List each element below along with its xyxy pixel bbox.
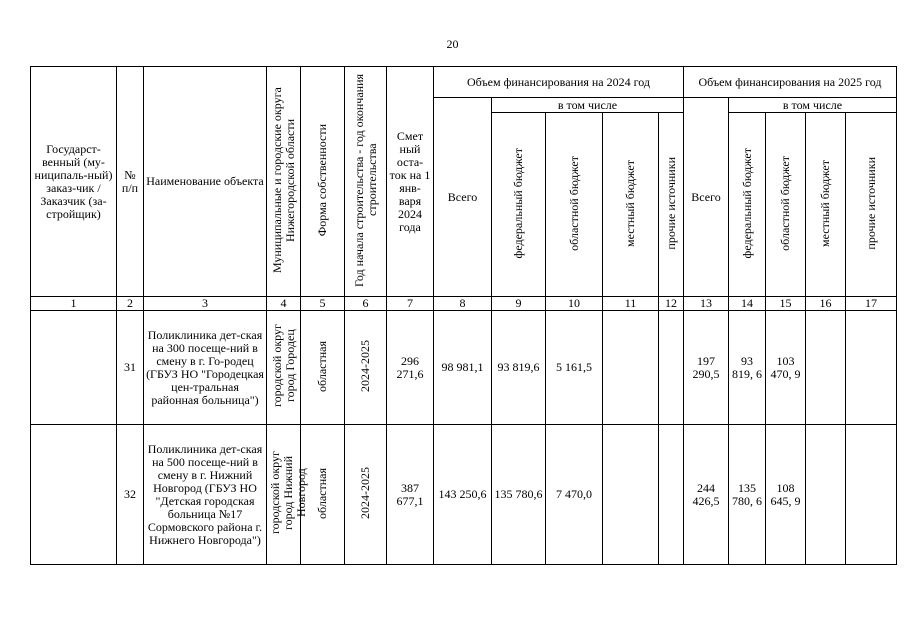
- col-num-2: 2: [117, 297, 144, 311]
- column-number-row: [31, 297, 897, 311]
- header-other-2025-text: прочие источники: [863, 156, 878, 250]
- header-federal-2024-text: федеральный бюджет: [511, 147, 525, 259]
- header-years-text: Год начала строительства - год окончания строительства: [351, 73, 379, 287]
- cell-municipality-text: городской округ город Городец: [269, 324, 297, 408]
- col-num-16: 16: [806, 297, 846, 311]
- header-municipality: [267, 67, 301, 297]
- cell-regional-2025: 103 470, 9: [766, 311, 806, 425]
- cell-balance: 387 677,1: [387, 425, 434, 565]
- col-num-7: 7: [387, 297, 434, 311]
- header-federal-2025-text: федеральный бюджет: [739, 147, 754, 259]
- cell-federal-2024: 93 819,6: [492, 311, 546, 425]
- header-federal-2024: [492, 113, 546, 297]
- col-num-10: 10: [546, 297, 603, 311]
- header-total-2024: [434, 98, 492, 297]
- header-fin-2024-text: Объем финансирования на 2024 год: [466, 74, 651, 89]
- header-num: [117, 67, 144, 297]
- cell-ownership-text: областная: [315, 467, 329, 519]
- col-num-17: 17: [846, 297, 897, 311]
- header-local-2025: [806, 113, 846, 297]
- col-num-13: 13: [684, 297, 729, 311]
- col-num-1: 1: [31, 297, 117, 311]
- col-num-5: 5: [301, 297, 345, 311]
- header-ownership: [301, 67, 345, 297]
- col-num-12: 12: [659, 297, 684, 311]
- header-total-2025: [684, 98, 729, 297]
- cell-years-text: 2024-2025: [358, 467, 372, 519]
- header-local-2025-text: местный бюджет: [818, 159, 832, 247]
- cell-regional-2025: 108 645, 9: [766, 425, 806, 565]
- header-balance: [387, 67, 434, 297]
- cell-municipality-text: городской округ город Нижний Новгород: [268, 451, 308, 535]
- header-years: [345, 67, 387, 297]
- cell-years-text: 2024-2025: [358, 340, 372, 392]
- header-fin-2025: [684, 67, 897, 98]
- cell-customer: [31, 311, 117, 425]
- page-number: 20: [446, 37, 459, 51]
- cell-ownership-text: областная: [315, 340, 329, 392]
- header-municipality-text: Муниципальные и городские округа Нижегородской области: [269, 87, 297, 273]
- cell-object-name: Поликлиника дет-ская на 300 посеще-ний в смену в г. Го-родец (ГБУЗ НО "Городецкая цен-тральная районная больница"): [144, 311, 267, 425]
- cell-local-2024: [603, 425, 659, 565]
- cell-total-2025: 244 426,5: [684, 425, 729, 565]
- cell-other-2025: [846, 311, 897, 425]
- header-federal-2025: [729, 113, 766, 297]
- cell-customer: [31, 425, 117, 565]
- header-incl-2024: [492, 98, 684, 113]
- header-customer-text: Государст-венный (му-ниципаль-ный) заказ-чик / Заказчик (за-стройщик): [34, 141, 113, 221]
- header-other-2024: [659, 113, 684, 297]
- col-num-14: 14: [729, 297, 766, 311]
- header-other-2025: [846, 113, 897, 297]
- header-fin-2024: [434, 67, 684, 98]
- cell-balance: 296 271,6: [387, 311, 434, 425]
- cell-num: 32: [117, 425, 144, 565]
- cell-federal-2024: 135 780,6: [492, 425, 546, 565]
- cell-municipality: [267, 311, 301, 425]
- cell-regional-2024: 7 470,0: [546, 425, 603, 565]
- col-num-8: 8: [434, 297, 492, 311]
- cell-local-2024: [603, 311, 659, 425]
- header-regional-2025: [766, 113, 806, 297]
- cell-federal-2025: 93 819, 6: [729, 311, 766, 425]
- financing-table: [30, 66, 897, 565]
- cell-other-2025: [846, 425, 897, 565]
- cell-municipality: [267, 425, 308, 565]
- header-regional-2024-text: областной бюджет: [566, 155, 581, 251]
- table-row: [31, 425, 897, 565]
- header-local-2024: [603, 113, 659, 297]
- header-local-2024-text: местный бюджет: [623, 159, 637, 247]
- header-object-name: [144, 67, 267, 297]
- cell-total-2024: 143 250,6: [434, 425, 492, 565]
- header-fin-2025-text: Объем финансирования на 2025 год: [698, 74, 882, 89]
- cell-local-2025: [806, 311, 846, 425]
- col-num-15: 15: [766, 297, 806, 311]
- header-ownership-text: Форма собственности: [315, 123, 329, 237]
- header-object-name-text: Наименование объекта: [146, 174, 264, 188]
- header-incl-2025: [729, 98, 897, 113]
- header-incl-2024-text: в том числе: [557, 97, 618, 112]
- cell-regional-2024: 5 161,5: [546, 311, 603, 425]
- col-num-3: 3: [144, 297, 267, 311]
- cell-total-2024: 98 981,1: [434, 311, 492, 425]
- cell-years: [345, 425, 387, 565]
- header-total-2025-text: Всего: [691, 189, 721, 204]
- cell-num: 31: [117, 311, 144, 425]
- cell-other-2024: [659, 425, 684, 565]
- table-row: [31, 311, 897, 425]
- header-other-2024-text: прочие источники: [663, 156, 678, 250]
- cell-federal-2025: 135 780, 6: [729, 425, 766, 565]
- cell-object-name: Поликлиника дет-ская на 500 посеще-ний в смену в г. Нижний Новгород (ГБУЗ НО "Детская городская больница №17 Сормовского района г. Нижнего Новгорода"): [144, 425, 267, 565]
- header-regional-2024: [546, 113, 603, 297]
- header-regional-2025-text: областной бюджет: [778, 155, 792, 251]
- header-total-2024-text: Всего: [447, 189, 478, 204]
- header-num-text: № п/п: [121, 167, 139, 195]
- col-num-6: 6: [345, 297, 387, 311]
- header-balance-text: Смет ный оста-ток на 1 янв-варя 2024 года: [389, 128, 431, 234]
- cell-other-2024: [659, 311, 684, 425]
- cell-total-2025: 197 290,5: [684, 311, 729, 425]
- header-customer: [31, 67, 117, 297]
- cell-local-2025: [806, 425, 846, 565]
- col-num-9: 9: [492, 297, 546, 311]
- header-incl-2025-text: в том числе: [782, 97, 843, 112]
- col-num-4: 4: [267, 297, 301, 311]
- col-num-11: 11: [603, 297, 659, 311]
- cell-ownership: [301, 311, 345, 425]
- cell-years: [345, 311, 387, 425]
